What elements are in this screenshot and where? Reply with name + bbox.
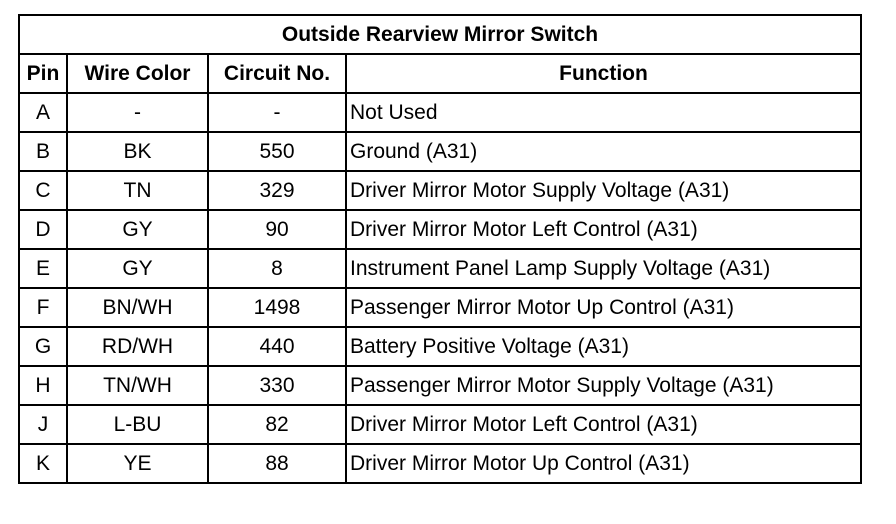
cell-circuit-no: 82 bbox=[208, 405, 346, 444]
cell-wire-color: YE bbox=[67, 444, 208, 483]
cell-circuit-no: 440 bbox=[208, 327, 346, 366]
header-circuit-no: Circuit No. bbox=[208, 54, 346, 93]
cell-wire-color: GY bbox=[67, 249, 208, 288]
cell-pin: J bbox=[19, 405, 67, 444]
cell-circuit-no: 88 bbox=[208, 444, 346, 483]
table-body bbox=[19, 93, 861, 483]
table-row bbox=[19, 249, 861, 288]
table-row bbox=[19, 171, 861, 210]
table-row bbox=[19, 93, 861, 132]
cell-function: Ground (A31) bbox=[346, 132, 861, 171]
cell-function: Not Used bbox=[346, 93, 861, 132]
cell-function: Driver Mirror Motor Left Control (A31) bbox=[346, 210, 861, 249]
cell-circuit-no: 550 bbox=[208, 132, 346, 171]
table-row bbox=[19, 327, 861, 366]
header-wire-color: Wire Color bbox=[67, 54, 208, 93]
cell-wire-color: - bbox=[67, 93, 208, 132]
cell-circuit-no: 8 bbox=[208, 249, 346, 288]
cell-function: Driver Mirror Motor Up Control (A31) bbox=[346, 444, 861, 483]
table-header-row bbox=[19, 54, 861, 93]
cell-pin: F bbox=[19, 288, 67, 327]
connector-pinout-table bbox=[18, 14, 862, 484]
table-row bbox=[19, 288, 861, 327]
cell-function: Driver Mirror Motor Left Control (A31) bbox=[346, 405, 861, 444]
table-row bbox=[19, 132, 861, 171]
cell-circuit-no: 330 bbox=[208, 366, 346, 405]
cell-circuit-no: 90 bbox=[208, 210, 346, 249]
cell-wire-color: BK bbox=[67, 132, 208, 171]
cell-circuit-no: - bbox=[208, 93, 346, 132]
cell-function: Battery Positive Voltage (A31) bbox=[346, 327, 861, 366]
table-row bbox=[19, 444, 861, 483]
cell-function: Driver Mirror Motor Supply Voltage (A31) bbox=[346, 171, 861, 210]
cell-function: Passenger Mirror Motor Supply Voltage (A31) bbox=[346, 366, 861, 405]
cell-wire-color: GY bbox=[67, 210, 208, 249]
cell-wire-color: TN/WH bbox=[67, 366, 208, 405]
cell-wire-color: TN bbox=[67, 171, 208, 210]
table-row bbox=[19, 405, 861, 444]
cell-function: Instrument Panel Lamp Supply Voltage (A31) bbox=[346, 249, 861, 288]
cell-circuit-no: 329 bbox=[208, 171, 346, 210]
cell-pin: G bbox=[19, 327, 67, 366]
cell-pin: B bbox=[19, 132, 67, 171]
cell-pin: D bbox=[19, 210, 67, 249]
cell-circuit-no: 1498 bbox=[208, 288, 346, 327]
table-row bbox=[19, 210, 861, 249]
cell-pin: C bbox=[19, 171, 67, 210]
cell-wire-color: BN/WH bbox=[67, 288, 208, 327]
table-title-row bbox=[19, 15, 861, 54]
header-pin: Pin bbox=[19, 54, 67, 93]
cell-wire-color: L-BU bbox=[67, 405, 208, 444]
cell-pin: E bbox=[19, 249, 67, 288]
cell-pin: K bbox=[19, 444, 67, 483]
cell-function: Passenger Mirror Motor Up Control (A31) bbox=[346, 288, 861, 327]
header-function: Function bbox=[346, 54, 861, 93]
table-title: Outside Rearview Mirror Switch bbox=[19, 15, 861, 54]
cell-pin: H bbox=[19, 366, 67, 405]
table-row bbox=[19, 366, 861, 405]
cell-wire-color: RD/WH bbox=[67, 327, 208, 366]
cell-pin: A bbox=[19, 93, 67, 132]
